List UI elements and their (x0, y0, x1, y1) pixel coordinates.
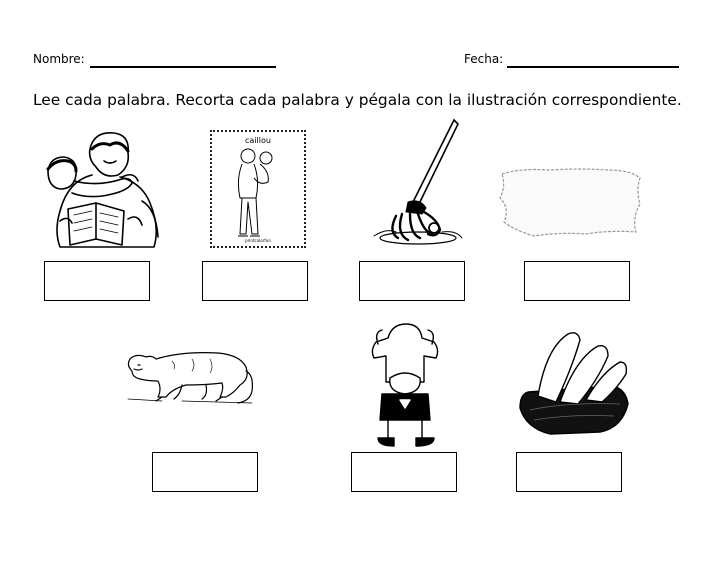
name-label: Nombre: (33, 52, 85, 66)
date-field-line[interactable] (507, 66, 679, 68)
answer-box-6[interactable] (351, 452, 457, 492)
mop-illustration (366, 114, 466, 246)
parent-holding-child-icon (230, 146, 288, 242)
caillou-caption: printcolorfun (245, 238, 271, 243)
date-label: Fecha: (464, 52, 504, 66)
answer-box-4[interactable] (524, 261, 630, 301)
answer-box-5[interactable] (152, 452, 258, 492)
name-field-line[interactable] (90, 66, 276, 68)
instructions-text: Lee cada palabra. Recorta cada palabra y pégala con la ilustración correspondiente. (33, 91, 682, 109)
island-map-illustration (490, 160, 646, 242)
bread-basket-illustration (516, 328, 632, 440)
cougar-illustration (122, 345, 258, 407)
answer-box-1[interactable] (44, 261, 150, 301)
caillou-frame (210, 130, 306, 248)
caillou-title: caillou (245, 136, 271, 145)
answer-box-7[interactable] (516, 452, 622, 492)
answer-box-2[interactable] (202, 261, 308, 301)
child-undressing-illustration (364, 320, 446, 450)
answer-box-3[interactable] (359, 261, 465, 301)
father-child-reading-illustration (38, 127, 168, 255)
